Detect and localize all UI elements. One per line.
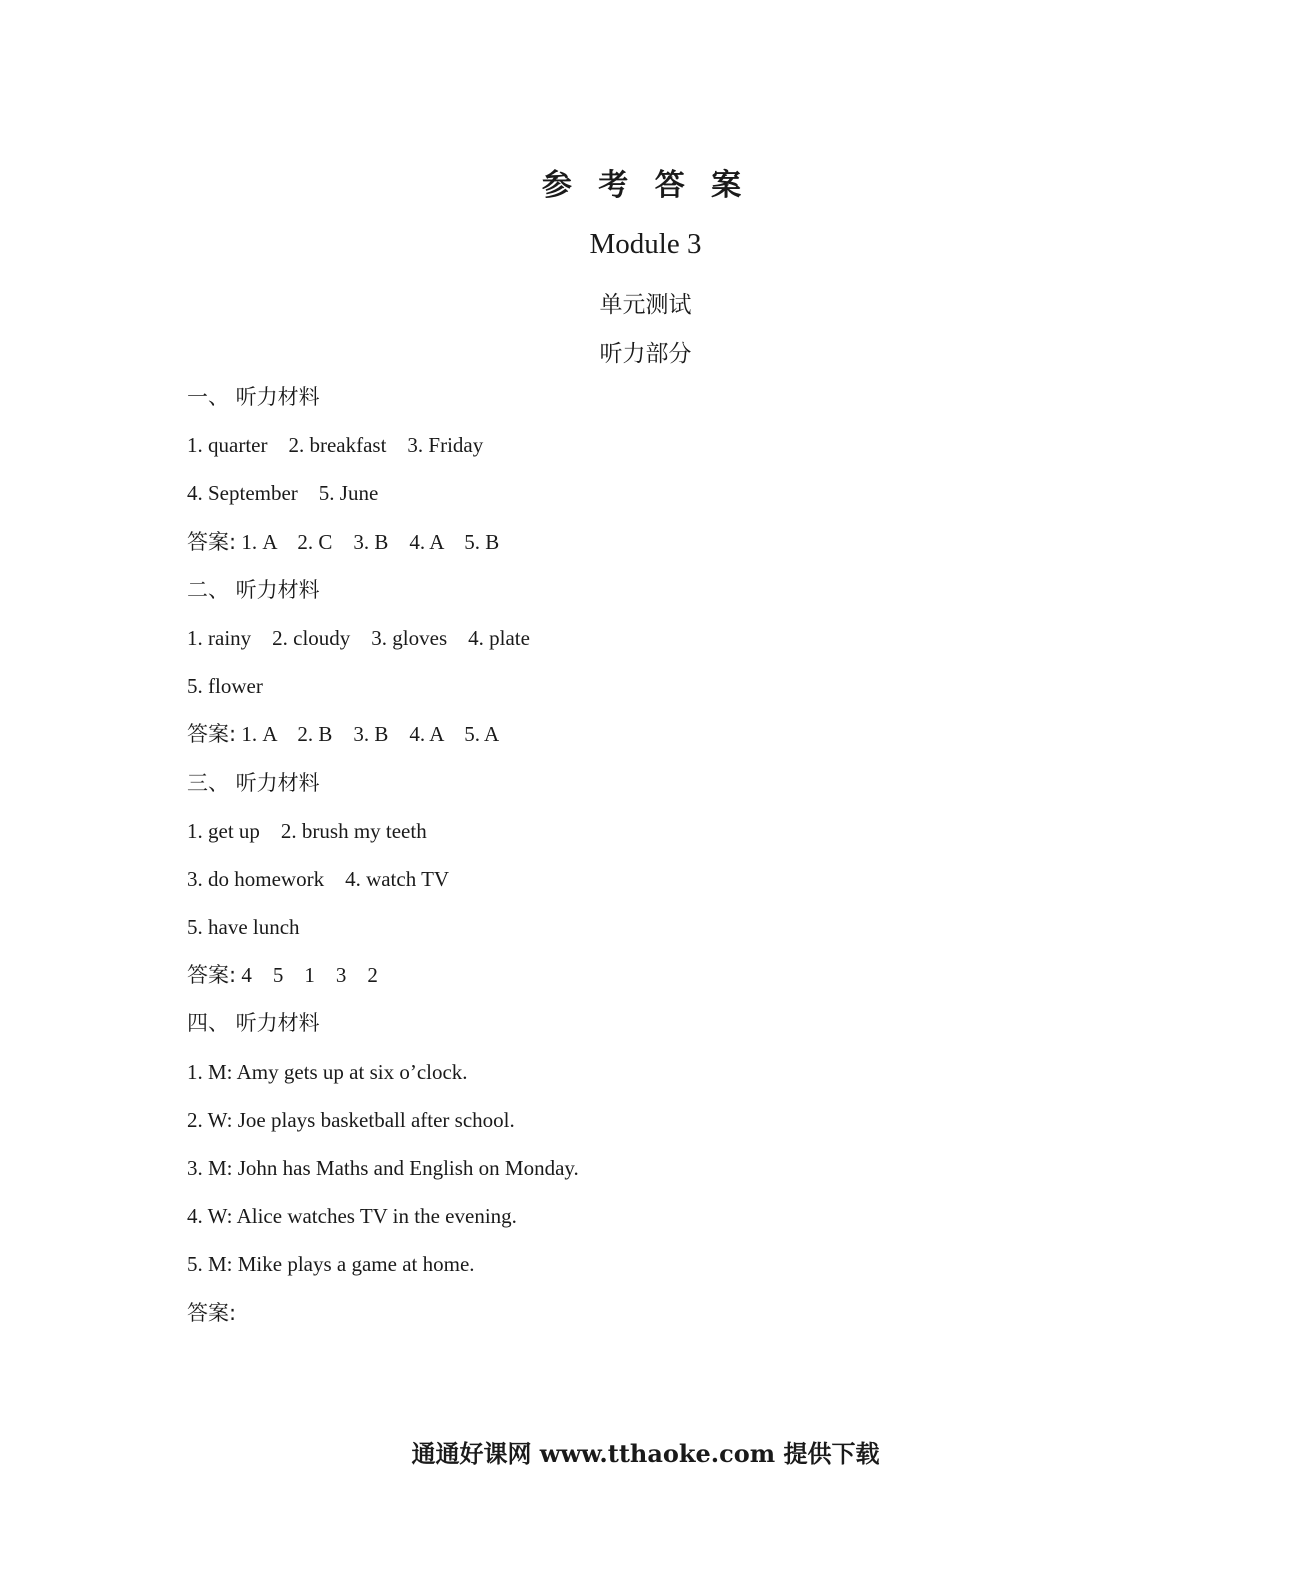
line-text: 4. W: Alice watches TV in the evening. <box>187 1204 517 1229</box>
content-line <box>187 671 1087 719</box>
line-text: 1. A 2. B 3. B 4. A 5. A <box>236 722 500 747</box>
line-label: 答案: <box>187 529 237 554</box>
line-label: 四、 听力材料 <box>187 1011 320 1036</box>
line-text: 5. M: Mike plays a game at home. <box>187 1252 475 1277</box>
line-text: 4 5 1 3 2 <box>236 963 378 988</box>
line-text: 1. get up 2. brush my teeth <box>187 818 427 843</box>
line-text: 4. September 5. June <box>187 481 379 506</box>
line-text: 1. A 2. C 3. B 4. A 5. B <box>236 529 500 554</box>
listening-section-heading: 听力部分 <box>599 341 692 367</box>
content-line <box>187 719 1087 767</box>
line-label: 二、 听力材料 <box>187 577 320 602</box>
content-line <box>187 1201 1087 1249</box>
line-text: 1. rainy 2. cloudy 3. gloves 4. plate <box>187 625 530 650</box>
content-line <box>187 1057 1087 1105</box>
line-label: 三、 听力材料 <box>187 770 320 795</box>
content-line <box>187 1298 1087 1346</box>
line-label: 答案: <box>187 963 237 988</box>
content-line <box>187 527 1087 575</box>
content-line <box>187 382 1087 430</box>
line-text: 2. W: Joe plays basketball after school. <box>187 1107 515 1132</box>
content-line <box>187 575 1087 623</box>
line-label: 答案: <box>187 722 237 747</box>
content-line <box>187 430 1087 478</box>
content-line <box>187 478 1087 526</box>
line-text: 3. do homework 4. watch TV <box>187 866 450 891</box>
line-label: 答案: <box>187 1300 237 1325</box>
line-text: 5. flower <box>187 674 263 699</box>
content-line <box>187 816 1087 864</box>
line-text: 1. quarter 2. breakfast 3. Friday <box>187 433 484 458</box>
content-line <box>187 1249 1087 1297</box>
download-footer: 通通好课网 www.tthaoke.com 提供下载 <box>411 1439 880 1468</box>
content-line <box>187 623 1087 671</box>
line-label: 一、 听力材料 <box>187 385 320 409</box>
line-text: 5. have lunch <box>187 915 300 940</box>
module-heading: Module 3 <box>589 228 702 260</box>
content-line <box>187 960 1087 1008</box>
line-text: 1. M: Amy gets up at six o’clock. <box>187 1059 468 1084</box>
content-line <box>187 1153 1087 1201</box>
line-text: 3. M: John has Maths and English on Monday. <box>187 1156 579 1180</box>
unit-test-heading: 单元测试 <box>599 292 692 318</box>
content-line <box>187 864 1087 912</box>
content-line <box>187 912 1087 960</box>
content-line <box>187 768 1087 816</box>
answer-content <box>187 382 1087 1346</box>
content-line <box>187 1008 1087 1056</box>
page-title: 参 考 答 案 <box>541 168 750 203</box>
content-line <box>187 1105 1087 1153</box>
